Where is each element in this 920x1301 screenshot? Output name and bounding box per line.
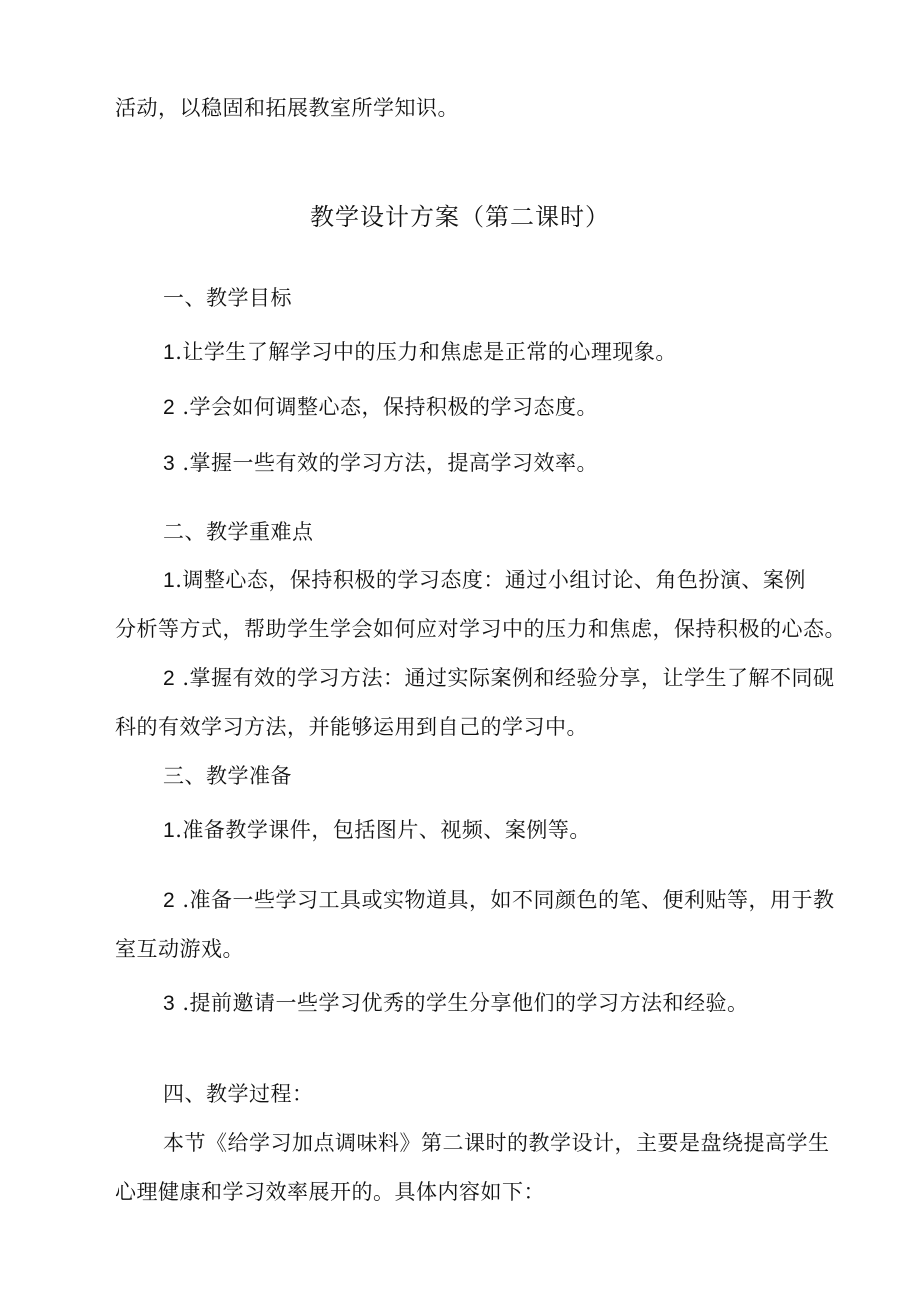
intro-tail-line: 活动，以稳固和拓展教室所学知识。 (115, 96, 459, 120)
goal-item-3 (163, 449, 598, 478)
key-point-2-line1 (163, 664, 835, 693)
key-point-text: .调整心态，保持积极的学习态度：通过小组讨论、角色扮演、案例 (175, 568, 806, 592)
prep-item-text: .提前邀请一些学习优秀的学生分享他们的学习方法和经验。 (182, 991, 749, 1015)
key-point-1-line2: 分析等方式，帮助学生学会如何应对学习中的压力和焦虑，保持积极的心态。 (115, 617, 846, 641)
goal-item-text: .让学生了解学习中的压力和焦虑是正常的心理现象。 (175, 340, 677, 364)
section-heading-preparation: 三、教学准备 (163, 764, 292, 788)
key-point-1-line1 (163, 566, 806, 595)
section-heading-key-points: 二、教学重难点 (163, 520, 314, 544)
goal-item-2 (163, 393, 598, 422)
key-point-number: 1 (163, 569, 176, 592)
section-heading-process: 四、教学过程： (163, 1082, 314, 1106)
key-point-2-line2: 科的有效学习方法，并能够运用到自己的学习中。 (115, 715, 588, 739)
process-para-line2: 心理健康和学习效率展开的。具体内容如下： (115, 1180, 545, 1204)
goal-item-text: .掌握一些有效的学习方法，提高学习效率。 (182, 451, 599, 475)
prep-item-2-line1 (163, 886, 835, 915)
page-title: 教学设计方案（第二课时） (310, 203, 610, 231)
section-heading-goals: 一、教学目标 (163, 286, 292, 310)
key-point-text: .掌握有效的学习方法：通过实际案例和经验分享，让学生了解不同砚 (182, 666, 835, 690)
prep-item-3 (163, 989, 749, 1018)
key-point-number: 2 (163, 667, 176, 690)
process-para-line1: 本节《给学习加点调味料》第二课时的教学设计，主要是盘绕提高学生 (163, 1131, 830, 1155)
goal-item-text: .学会如何调整心态，保持积极的学习态度。 (182, 395, 599, 419)
goal-item-number: 2 (163, 396, 176, 419)
prep-item-2-line2: 室互动游戏。 (115, 937, 244, 961)
prep-item-number: 1 (163, 819, 176, 842)
prep-item-text: .准备教学课件，包括图片、视频、案例等。 (175, 818, 591, 842)
prep-item-number: 3 (163, 992, 176, 1015)
goal-item-number: 3 (163, 452, 176, 475)
goal-item-1 (163, 338, 677, 367)
goal-item-number: 1 (163, 341, 176, 364)
prep-item-text: .准备一些学习工具或实物道具，如不同颜色的笔、便利贴等，用于教 (182, 888, 835, 912)
prep-item-number: 2 (163, 889, 176, 912)
prep-item-1 (163, 816, 591, 845)
